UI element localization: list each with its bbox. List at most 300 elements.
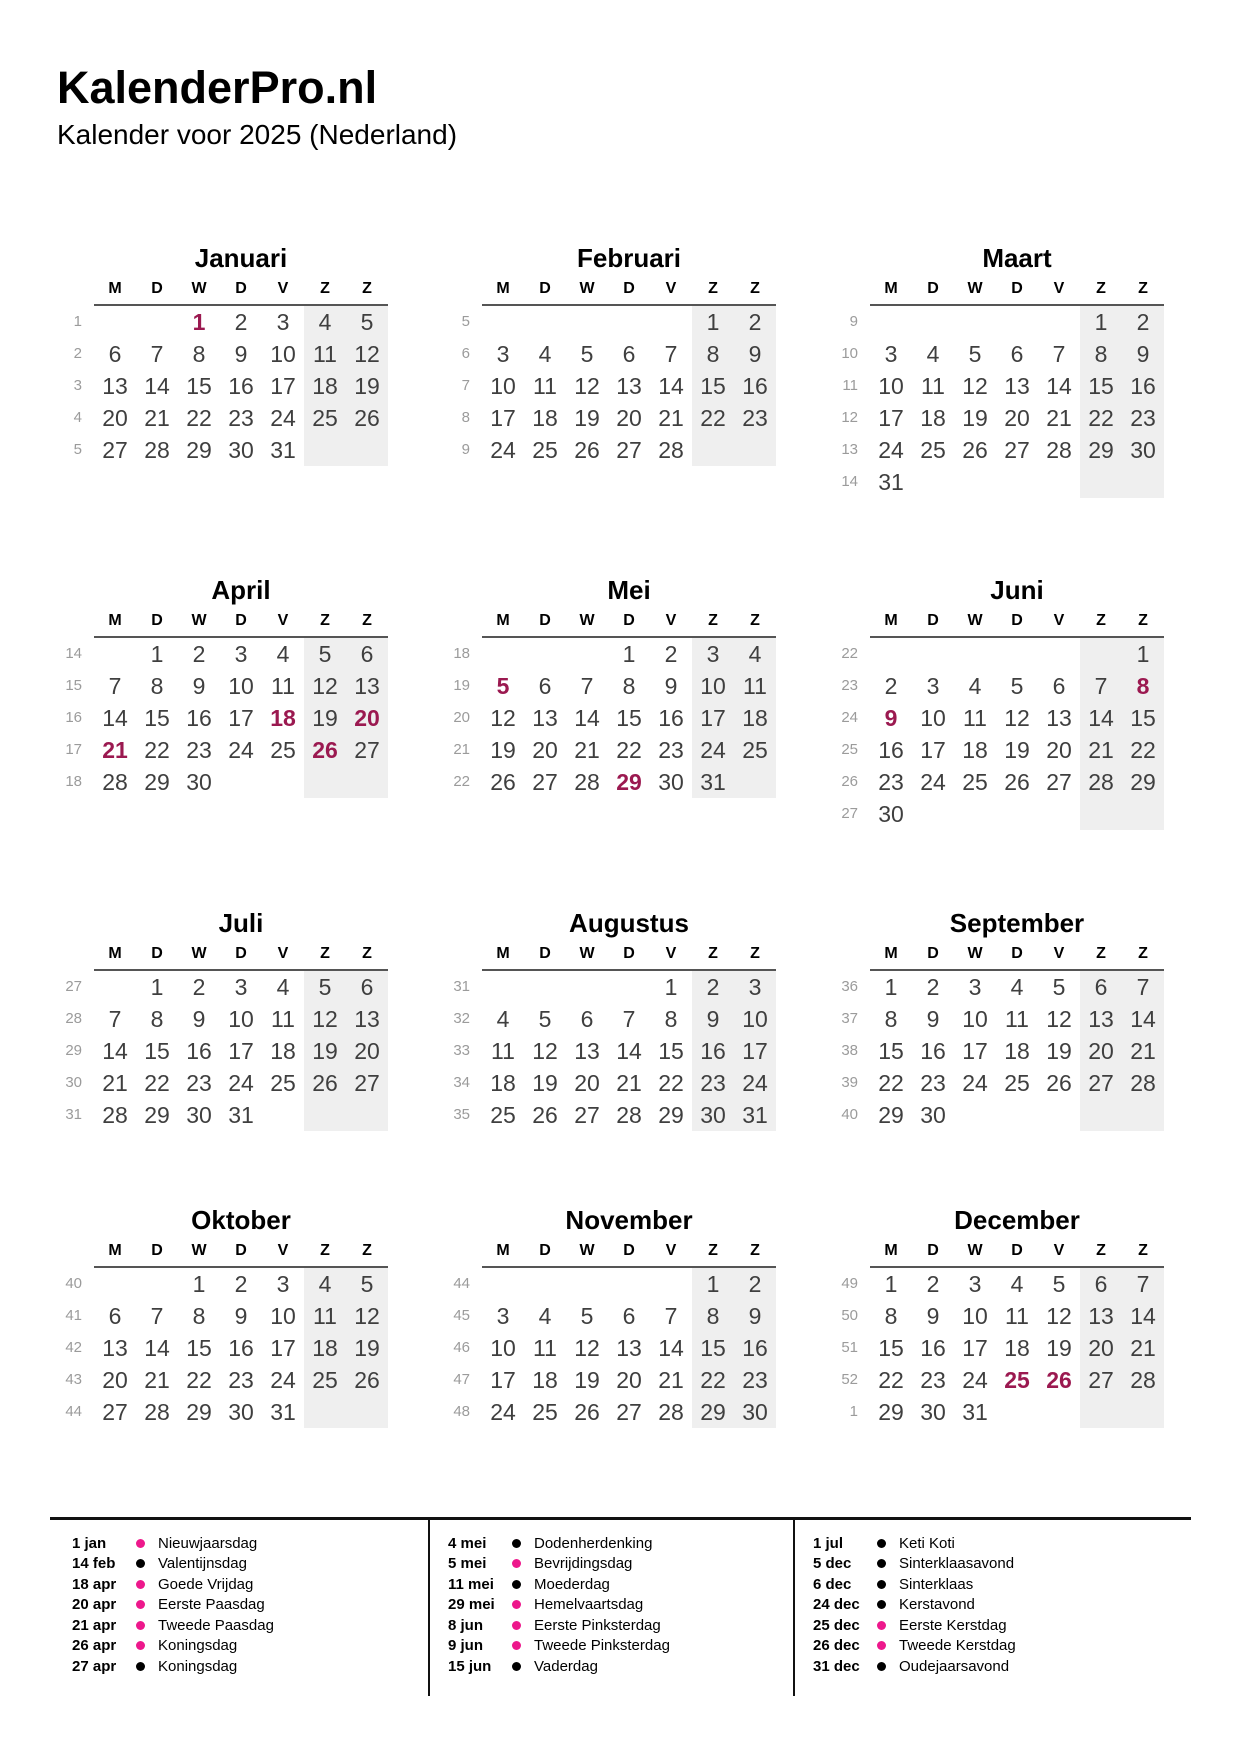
day-cell: 27 [532,769,558,795]
month-september [826,907,1164,1131]
month-title: Oktober [191,1205,291,1235]
week-number: 13 [841,441,858,458]
week-number-header [826,274,870,304]
legend-entry [72,1595,428,1616]
day-cell: 1 [1080,306,1122,338]
month-oktober [50,1204,388,1428]
day-cell-empty [1080,638,1122,670]
day-cell: 13 [616,373,642,399]
week-number: 29 [65,1042,82,1059]
day-cell: 18 [532,1367,558,1393]
day-cell: 11 [271,1006,295,1032]
legend-column-3 [793,1520,1191,1696]
legend-entry [72,1533,428,1554]
weekday-header: Z [734,274,776,306]
day-cell: 27 [1080,1067,1122,1099]
day-cell: 2 [234,309,248,335]
day-cell: 17 [920,737,946,763]
week-number: 11 [842,377,858,394]
day-cell: 23 [1122,402,1164,434]
week-number-header [50,274,94,304]
week-number: 35 [453,1106,470,1123]
day-cell: 28 [102,1102,128,1128]
legend-entry [448,1574,793,1595]
day-cell: 8 [150,1006,164,1032]
day-cell: 26 [1004,769,1030,795]
day-cell: 1 [664,974,678,1000]
legend-entry [448,1595,793,1616]
day-cell: 2 [734,306,776,338]
weekday-header: V [1038,1236,1080,1268]
month-table [50,606,388,798]
legend-date: 14 feb [72,1555,116,1573]
day-cell: 25 [532,437,558,463]
day-cell: 7 [108,1006,122,1032]
holiday-dot-icon [136,1600,145,1609]
legend-date: 5 dec [813,1555,852,1573]
day-cell: 6 [1080,1268,1122,1300]
legend-entry [72,1615,428,1636]
month-table [438,1236,776,1428]
weekday-header: W [954,1236,996,1268]
legend-label: Sinterklaasavond [899,1555,1015,1573]
day-cell: 9 [234,341,248,367]
day-cell: 28 [1046,437,1072,463]
day-cell: 7 [622,1006,636,1032]
day-cell: 15 [692,1332,734,1364]
legend-label: Tweede Pinksterdag [534,1637,670,1655]
week-number: 48 [453,1403,470,1420]
day-cell: 5 [496,673,510,699]
week-number: 46 [453,1339,470,1356]
day-cell: 30 [658,769,684,795]
month-title: Mei [607,575,651,605]
day-cell: 22 [658,1070,684,1096]
day-cell: 12 [1046,1303,1072,1329]
day-cell: 8 [884,1006,898,1032]
day-cell: 16 [1122,370,1164,402]
day-cell: 14 [658,373,684,399]
holiday-dot-icon [877,1559,886,1568]
legend-date: 11 mei [448,1575,494,1593]
week-number-header [50,606,94,636]
day-cell: 30 [228,437,254,463]
day-cell: 18 [1004,1335,1030,1361]
day-cell: 18 [920,405,946,431]
weekday-header: D [912,274,954,306]
day-cell-empty [996,1396,1038,1428]
weekday-header: W [566,606,608,638]
week-number: 52 [841,1371,858,1388]
legend-label: Valentijnsdag [158,1555,247,1573]
day-cell: 29 [616,769,642,795]
day-cell: 21 [102,737,128,763]
day-cell: 8 [192,1303,206,1329]
day-cell: 10 [734,1003,776,1035]
month-title: November [565,1205,693,1235]
day-cell: 15 [1122,702,1164,734]
week-number: 14 [841,473,858,490]
day-cell: 6 [1080,971,1122,1003]
day-cell: 9 [234,1303,248,1329]
week-number: 33 [453,1042,470,1059]
day-cell-empty [996,1099,1038,1131]
week-number: 32 [453,1010,470,1027]
week-number: 34 [453,1074,470,1091]
day-cell: 8 [664,1006,678,1032]
weekday-header: Z [1080,274,1122,306]
day-cell: 4 [304,306,346,338]
weekday-header: D [136,939,178,971]
weekday-header: D [912,939,954,971]
day-cell: 20 [616,1367,642,1393]
day-cell: 21 [1122,1332,1164,1364]
day-cell: 26 [574,1399,600,1425]
weekday-header: W [954,939,996,971]
month-title: April [211,575,271,605]
day-cell: 27 [1046,769,1072,795]
day-cell: 5 [1010,673,1024,699]
day-cell: 26 [304,1067,346,1099]
week-number: 12 [841,409,858,426]
weekday-header: M [94,606,136,638]
legend-label: Hemelvaartsdag [534,1596,644,1614]
day-cell-empty [524,306,566,338]
legend-column-2 [428,1520,793,1696]
day-cell: 23 [734,1364,776,1396]
day-cell: 17 [878,405,904,431]
week-number-header [50,939,94,969]
day-cell: 29 [186,437,212,463]
day-cell: 26 [346,1364,388,1396]
weekday-header: D [220,939,262,971]
legend-label: Oudejaarsavond [899,1657,1010,1675]
legend-entry [813,1533,1191,1554]
day-cell: 13 [1004,373,1030,399]
legend-entry [72,1574,428,1595]
legend-entry [813,1554,1191,1575]
day-cell: 19 [346,1332,388,1364]
day-cell-empty [912,466,954,498]
day-cell: 12 [532,1038,558,1064]
day-cell-empty [304,766,346,798]
month-januari [50,242,388,466]
day-cell-empty [566,306,608,338]
legend-date: 18 apr [72,1575,117,1593]
weekday-header: M [870,606,912,638]
weekday-header: Z [1122,606,1164,638]
week-number: 40 [65,1275,82,1292]
week-number: 38 [841,1042,858,1059]
month-table [826,606,1164,830]
day-cell-empty [954,638,996,670]
day-cell: 11 [304,1300,346,1332]
day-cell: 3 [692,638,734,670]
day-cell: 25 [490,1102,516,1128]
day-cell: 22 [878,1367,904,1393]
day-cell: 8 [622,673,636,699]
day-cell: 19 [574,405,600,431]
day-cell: 5 [304,638,346,670]
day-cell: 19 [1046,1335,1072,1361]
day-cell: 10 [878,373,904,399]
legend-entry [813,1636,1191,1657]
day-cell: 12 [304,670,346,702]
legend-date: 26 dec [813,1637,860,1655]
holiday-dot-icon [877,1621,886,1630]
week-number-header [826,606,870,636]
day-cell: 18 [1004,1038,1030,1064]
day-cell: 24 [270,405,296,431]
weekday-header: W [566,939,608,971]
day-cell: 4 [968,673,982,699]
week-number: 5 [461,313,470,330]
weekday-header: Z [1080,1236,1122,1268]
day-cell: 21 [658,1367,684,1393]
legend-entry [448,1533,793,1554]
day-cell: 8 [884,1303,898,1329]
day-cell: 19 [962,405,988,431]
day-cell: 8 [192,341,206,367]
day-cell: 2 [884,673,898,699]
day-cell: 28 [658,437,684,463]
legend-label: Vaderdag [534,1657,598,1675]
legend-date: 5 mei [448,1555,487,1573]
day-cell: 24 [920,769,946,795]
week-number: 44 [65,1403,82,1420]
week-number: 28 [65,1010,82,1027]
legend-date: 31 dec [813,1657,860,1675]
month-table [826,274,1164,498]
holiday-dot-icon [877,1641,886,1650]
day-cell: 14 [102,1038,128,1064]
week-number: 49 [841,1275,858,1292]
day-cell: 3 [234,641,248,667]
month-title: Maart [982,243,1052,273]
weekday-header: V [650,274,692,306]
day-cell-empty [1080,1396,1122,1428]
day-cell: 14 [102,705,128,731]
day-cell: 7 [664,1303,678,1329]
holiday-dot-icon [512,1641,521,1650]
day-cell: 20 [532,737,558,763]
day-cell: 25 [304,402,346,434]
legend-label: Bevrijdingsdag [534,1555,633,1573]
day-cell: 4 [734,638,776,670]
legend-entry [448,1554,793,1575]
day-cell: 15 [144,1038,170,1064]
week-number: 3 [73,377,82,394]
week-number: 17 [65,741,82,758]
month-november [438,1204,776,1428]
day-cell: 15 [658,1038,684,1064]
day-cell: 16 [692,1035,734,1067]
day-cell: 19 [346,370,388,402]
week-number: 41 [65,1307,82,1324]
week-number: 23 [841,677,858,694]
week-number: 1 [849,1403,858,1420]
month-title: Juli [218,908,264,938]
day-cell: 4 [538,341,552,367]
week-number: 24 [841,709,858,726]
week-number: 30 [65,1074,82,1091]
day-cell: 17 [228,1038,254,1064]
day-cell: 6 [346,638,388,670]
day-cell: 21 [574,737,600,763]
day-cell: 10 [270,341,296,367]
day-cell: 12 [490,705,516,731]
day-cell: 3 [926,673,940,699]
legend-entry [448,1656,793,1677]
day-cell: 19 [1004,737,1030,763]
day-cell-empty [692,434,734,466]
day-cell: 4 [276,641,290,667]
legend-label: Tweede Paasdag [158,1616,274,1634]
day-cell-empty [136,1268,178,1300]
site-title: KalenderPro.nl [57,62,378,113]
week-number: 40 [841,1106,858,1123]
day-cell: 7 [1052,341,1066,367]
day-cell: 30 [734,1396,776,1428]
day-cell-empty [220,766,262,798]
weekday-header: V [262,939,304,971]
weekday-header: D [996,939,1038,971]
day-cell-empty [870,638,912,670]
day-cell-empty [996,798,1038,830]
day-cell: 17 [490,1367,516,1393]
day-cell-empty [94,971,136,1003]
day-cell: 25 [270,1070,296,1096]
day-cell: 1 [692,306,734,338]
day-cell: 28 [616,1102,642,1128]
day-cell: 7 [1122,971,1164,1003]
day-cell: 18 [270,1038,296,1064]
day-cell-empty [1038,638,1080,670]
legend-date: 8 jun [448,1616,484,1634]
day-cell: 27 [346,734,388,766]
weekday-header: M [870,274,912,306]
day-cell: 9 [884,705,898,731]
legend-date: 6 dec [813,1575,852,1593]
day-cell-empty [1038,466,1080,498]
day-cell: 23 [228,1367,254,1393]
day-cell: 22 [1080,402,1122,434]
legend-label: Koningsdag [158,1637,238,1655]
day-cell: 12 [346,1300,388,1332]
legend-date: 21 apr [72,1616,117,1634]
week-number: 44 [453,1275,470,1292]
weekday-header: W [954,274,996,306]
day-cell: 13 [574,1038,600,1064]
day-cell: 14 [144,373,170,399]
day-cell: 1 [884,974,898,1000]
day-cell: 20 [1004,405,1030,431]
day-cell: 16 [878,737,904,763]
legend-entry [813,1615,1191,1636]
week-number: 1 [73,313,82,330]
day-cell-empty [524,1268,566,1300]
day-cell-empty [1038,1396,1080,1428]
day-cell: 4 [1010,974,1024,1000]
day-cell: 26 [532,1102,558,1128]
day-cell: 5 [1052,974,1066,1000]
day-cell: 15 [878,1038,904,1064]
week-number: 16 [65,709,82,726]
weekday-header: D [136,274,178,306]
week-number: 31 [453,978,470,995]
day-cell: 23 [658,737,684,763]
day-cell: 14 [658,1335,684,1361]
day-cell: 3 [968,1271,982,1297]
day-cell: 6 [580,1006,594,1032]
day-cell: 5 [1052,1271,1066,1297]
day-cell: 18 [734,702,776,734]
day-cell-empty [304,434,346,466]
day-cell-empty [912,798,954,830]
day-cell: 12 [1046,1006,1072,1032]
day-cell: 31 [962,1399,988,1425]
day-cell: 3 [276,1271,290,1297]
day-cell: 10 [962,1006,988,1032]
day-cell: 5 [968,341,982,367]
day-cell-empty [94,306,136,338]
day-cell: 11 [304,338,346,370]
day-cell: 27 [616,437,642,463]
day-cell: 11 [271,673,295,699]
day-cell: 22 [1122,734,1164,766]
week-number: 26 [841,773,858,790]
day-cell: 6 [346,971,388,1003]
day-cell: 5 [346,306,388,338]
weekday-header: Z [692,939,734,971]
day-cell: 9 [692,1003,734,1035]
week-number-header [438,274,482,304]
day-cell: 31 [270,1399,296,1425]
day-cell: 27 [102,437,128,463]
weekday-header: W [566,1236,608,1268]
day-cell-empty [482,306,524,338]
day-cell: 15 [692,370,734,402]
holiday-dot-icon [512,1580,521,1589]
day-cell-empty [734,766,776,798]
legend-date: 9 jun [448,1637,484,1655]
weekday-header: Z [346,939,388,971]
day-cell: 3 [734,971,776,1003]
day-cell: 25 [270,737,296,763]
weekday-header: D [608,274,650,306]
day-cell-empty [996,306,1038,338]
day-cell: 7 [150,1303,164,1329]
day-cell-empty [1122,798,1164,830]
day-cell: 29 [1080,434,1122,466]
day-cell: 6 [622,1303,636,1329]
weekday-header: Z [346,1236,388,1268]
day-cell: 16 [734,370,776,402]
day-cell: 15 [186,1335,212,1361]
day-cell-empty [136,306,178,338]
weekday-header: W [178,939,220,971]
day-cell-empty [524,971,566,1003]
week-number: 27 [65,978,82,995]
holiday-dot-icon [136,1580,145,1589]
day-cell: 6 [622,341,636,367]
day-cell: 8 [692,338,734,370]
day-cell: 17 [270,1335,296,1361]
legend-label: Keti Koti [899,1534,955,1552]
day-cell: 18 [532,405,558,431]
day-cell: 1 [1122,638,1164,670]
day-cell: 18 [270,705,296,731]
